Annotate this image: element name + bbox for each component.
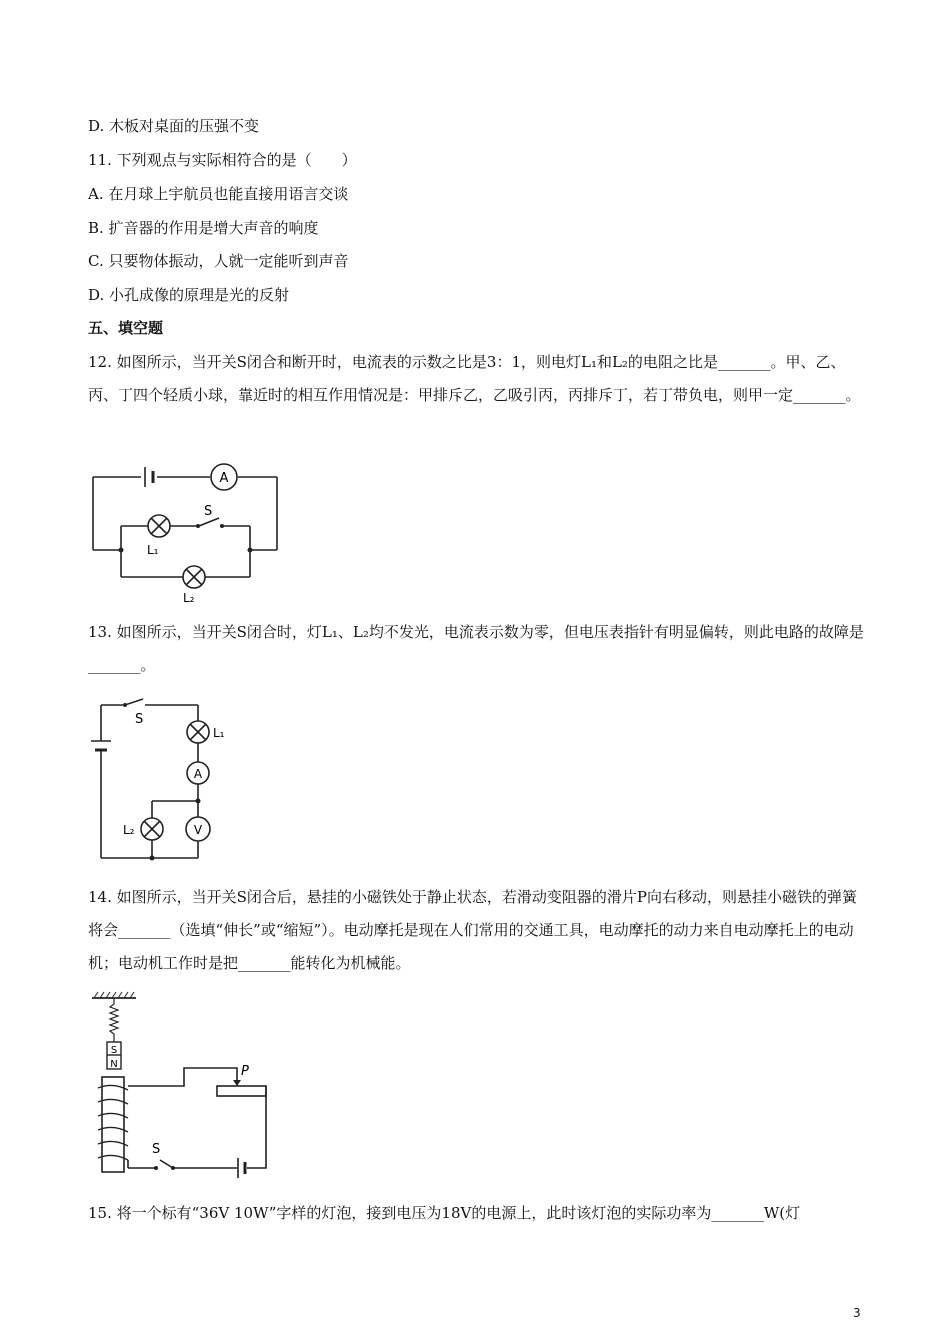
q13-text: 13. 如图所示，当开关S闭合时，灯L₁、L₂均不发光，电流表示数为零，但电压表指针有明显偏转，则此电路的故障是_______。 (88, 623, 864, 674)
q13-lamp1-label: L₁ (213, 726, 225, 740)
q14-magnet-north-label: N (110, 1059, 118, 1070)
page-number: 3 (853, 1306, 861, 1320)
q12-text: 12. 如图所示，当开关S闭合和断开时，电流表的示数之比是3：1，则电灯L₁和L₂的电阻之比是_______。甲、乙、丙、丁四个轻质小球，靠近时的相互作用情况是：甲排斥乙，乙吸引丙，丙排斥丁，若丁带负电，则甲一定_______。 (88, 353, 861, 404)
q14-magnet-south-label: S (110, 1045, 118, 1056)
q11-option-d: D. 小孔成像的原理是光的反射 (88, 286, 290, 304)
q14-slider-label: P (241, 1064, 249, 1079)
q13-voltmeter-label: V (193, 823, 203, 837)
q15-text: 15. 将一个标有“36V 10W”字样的灯泡，接到电压为18V的电源上，此时该灯泡的实际功率为_______W(灯 (88, 1204, 801, 1222)
q12-circuit-diagram (85, 460, 295, 605)
q14-switch-label: S (152, 1142, 161, 1157)
q14-text: 14. 如图所示，当开关S闭合后，悬挂的小磁铁处于静止状态，若滑动变阻器的滑片P向右移动，则悬挂小磁铁的弹簧将会_______（选填“伸长”或“缩短”）。电动摩托是现在人们常用的交通工具，电动摩托的动力来自电动摩托上的电动机；电动机工作时是把_______能转化为机械能。 (88, 888, 857, 972)
q12-switch-label: S (204, 504, 213, 519)
q13-ammeter-label: A (193, 767, 203, 781)
q13-switch-label: S (135, 712, 144, 727)
q12-ammeter-label: A (219, 471, 229, 486)
q13-lamp2-label: L₂ (123, 823, 135, 837)
q11-option-c: C. 只要物体振动，人就一定能听到声音 (88, 252, 349, 270)
q13-circuit-diagram (85, 693, 245, 863)
q10-option-d: D. 木板对桌面的压强不变 (88, 117, 260, 135)
q11-option-a: A. 在月球上宇航员也能直接用语言交谈 (88, 185, 349, 203)
section-title: 五、填空题 (88, 319, 164, 337)
q11-option-b: B. 扩音器的作用是增大声音的响度 (88, 219, 319, 237)
q11-stem: 11. 下列观点与实际相符合的是（ ） (88, 151, 357, 169)
q12-lamp2-label: L₂ (183, 591, 195, 605)
q14-circuit-diagram (88, 990, 278, 1180)
q12-lamp1-label: L₁ (147, 543, 159, 557)
